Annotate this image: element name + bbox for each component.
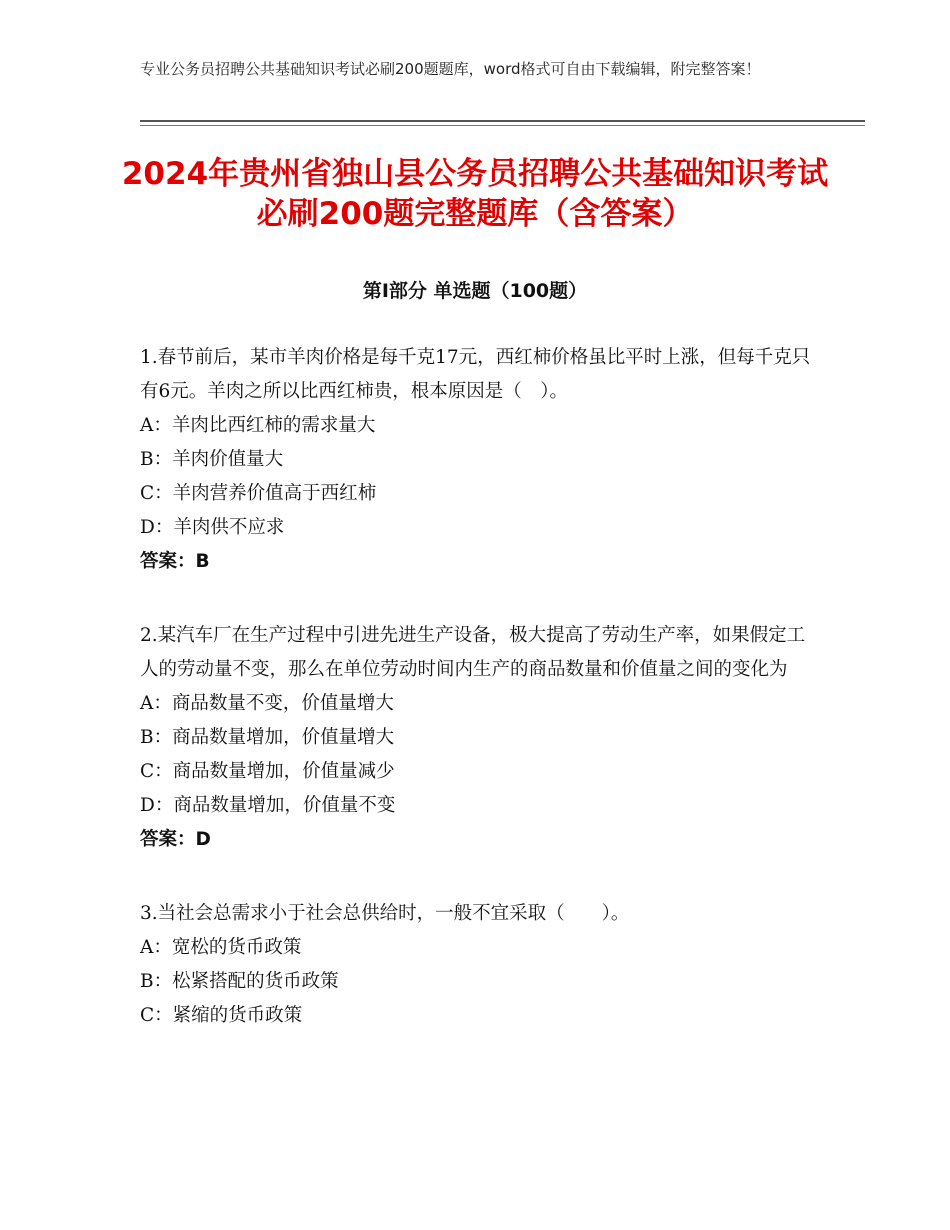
question-1 xyxy=(140,341,820,579)
section-heading: 第Ⅰ部分 单选题（100题） xyxy=(362,280,588,302)
option-list xyxy=(140,931,820,1033)
option-b: B：商品数量增加，价值量增大 xyxy=(140,727,395,748)
header-rule-thin xyxy=(140,125,865,126)
option-a: A：宽松的货币政策 xyxy=(140,937,302,958)
option-b: B：松紧搭配的货币政策 xyxy=(140,971,339,992)
header-rule-thick xyxy=(140,120,865,122)
question-list xyxy=(140,341,820,1073)
header-note: 专业公务员招聘公共基础知识考试必刷200题题库，word格式可自由下载编辑，附完整答案！ xyxy=(140,60,761,78)
option-d: D：羊肉供不应求 xyxy=(140,517,285,538)
answer: 答案：B xyxy=(140,551,210,572)
option-c: C：羊肉营养价值高于西红柿 xyxy=(140,483,377,504)
option-c: C：紧缩的货币政策 xyxy=(140,1005,303,1026)
answer: 答案：D xyxy=(140,829,211,850)
document-title: 2024年贵州省独山县公务员招聘公共基础知识考试必刷200题完整题库（含答案） xyxy=(121,156,829,232)
option-b: B：羊肉价值量大 xyxy=(140,449,284,470)
question-3 xyxy=(140,897,820,1033)
option-c: C：商品数量增加，价值量减少 xyxy=(140,761,395,782)
question-stem: 3.当社会总需求小于社会总供给时，一般不宜采取（ ）。 xyxy=(140,903,630,924)
question-2 xyxy=(140,619,820,857)
option-a: A：商品数量不变，价值量增大 xyxy=(140,693,394,714)
option-list xyxy=(140,687,820,823)
question-stem: 2.某汽车厂在生产过程中引进先进生产设备，极大提高了劳动生产率，如果假定工人的劳动量不变，那么在单位劳动时间内生产的商品数量和价值量之间的变化为 xyxy=(140,625,806,680)
option-a: A：羊肉比西红柿的需求量大 xyxy=(140,415,376,436)
question-stem: 1.春节前后，某市羊肉价格是每千克17元，西红柿价格虽比平时上涨，但每千克只有6元。羊肉之所以比西红柿贵，根本原因是（ ）。 xyxy=(140,347,811,402)
option-d: D：商品数量增加，价值量不变 xyxy=(140,795,396,816)
option-list xyxy=(140,409,820,545)
